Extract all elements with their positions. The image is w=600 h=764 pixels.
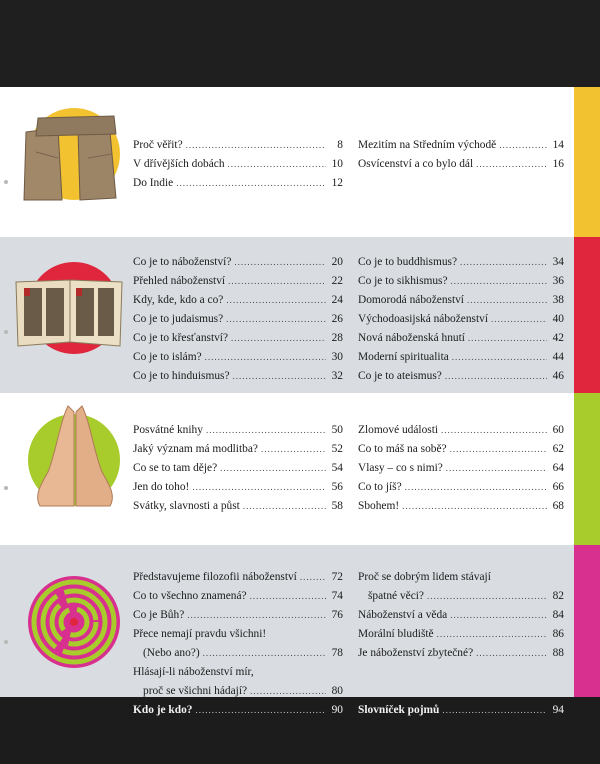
maze-icon	[28, 576, 120, 668]
toc-entry[interactable]	[133, 136, 343, 155]
entry-page: 60	[552, 424, 564, 436]
entry-page: 74	[331, 590, 343, 602]
entry-page: 20	[331, 256, 343, 268]
entry-page: 14	[552, 139, 564, 151]
entry-title: Co je to hinduismus?	[133, 370, 230, 382]
entry-title: Co je to křesťanství?	[133, 332, 229, 344]
top-dark-band	[0, 0, 600, 87]
entry-page: 56	[331, 481, 343, 493]
binder-hole	[4, 330, 8, 334]
toc-entry[interactable]	[133, 348, 343, 367]
entry-title: Představujeme filozofii náboženství	[133, 571, 297, 583]
entry-page: 22	[331, 275, 343, 287]
toc-entry[interactable]	[133, 310, 343, 329]
entry-title: Co to máš na sobě?	[358, 443, 447, 455]
entry-title: V dřívějších dobách	[133, 158, 225, 170]
entry-title: Co je to náboženství?	[133, 256, 232, 268]
toc-entry[interactable]	[358, 478, 564, 497]
toc-entry[interactable]	[358, 348, 564, 367]
entry-page: 52	[331, 443, 343, 455]
section-4-right-column	[358, 568, 564, 663]
entry-page: 76	[331, 609, 343, 621]
entry-page: 84	[552, 609, 564, 621]
section-1-color-tab	[574, 87, 600, 237]
entry-title: Jen do toho!	[133, 481, 190, 493]
toc-entry[interactable]	[133, 625, 343, 644]
entry-title: Co je to judaismus?	[133, 313, 224, 325]
entry-title: Přehled náboženství	[133, 275, 226, 287]
entry-title: Východoasijská náboženství	[358, 313, 489, 325]
section-3-right-column	[358, 421, 564, 516]
entry-page: 26	[331, 313, 343, 325]
footer-entry-glossary[interactable]	[358, 701, 564, 720]
entry-title: Co to všechno znamená?	[133, 590, 247, 602]
entry-title: Svátky, slavnosti a půst	[133, 500, 240, 512]
entry-title: Co je to ateismus?	[358, 370, 442, 382]
entry-page: 46	[552, 370, 564, 382]
toc-entry[interactable]	[133, 329, 343, 348]
entry-title: Co je to islám?	[133, 351, 202, 363]
entry-page: 44	[552, 351, 564, 363]
entry-title: Mezitím na Středním východě	[358, 139, 497, 151]
entry-page: 42	[552, 332, 564, 344]
section-4-color-tab	[574, 545, 600, 697]
entry-page: 72	[331, 571, 343, 583]
toc-entry[interactable]	[358, 421, 564, 440]
toc-entry[interactable]	[133, 272, 343, 291]
entry-page: 38	[552, 294, 564, 306]
entry-title: Posvátné knihy	[133, 424, 203, 436]
entry-title: Osvícenství a co bylo dál	[358, 158, 474, 170]
toc-entry[interactable]	[133, 478, 343, 497]
toc-entry[interactable]	[133, 459, 343, 478]
section-2-left-column	[133, 253, 343, 386]
toc-entry[interactable]	[133, 606, 343, 625]
entry-page: 54	[331, 462, 343, 474]
entry-page: 88	[552, 647, 564, 659]
entry-page: 58	[331, 500, 343, 512]
toc-entry[interactable]	[358, 155, 564, 174]
section-4-left-column	[133, 568, 343, 701]
entry-page: 10	[331, 158, 343, 170]
entry-title: Do Indie	[133, 177, 174, 189]
toc-entry[interactable]	[358, 625, 564, 644]
entry-page: 64	[552, 462, 564, 474]
entry-page: 40	[552, 313, 564, 325]
toc-entry[interactable]	[133, 367, 343, 386]
toc-entry[interactable]	[133, 644, 343, 663]
entry-page: 66	[552, 481, 564, 493]
toc-entry[interactable]	[358, 272, 564, 291]
entry-title: Slovníček pojmů	[358, 704, 440, 716]
entry-page: 78	[331, 647, 343, 659]
toc-entry[interactable]	[133, 253, 343, 272]
entry-title: Kdo je kdo?	[133, 704, 193, 716]
entry-title: Přece nemají pravdu všichni!	[133, 628, 267, 640]
toc-entry[interactable]	[133, 497, 343, 516]
entry-title: Vlasy – co s nimi?	[358, 462, 443, 474]
toc-entry[interactable]	[358, 587, 564, 606]
entry-page: 36	[552, 275, 564, 287]
toc-entry[interactable]	[358, 253, 564, 272]
entry-title: Domorodá náboženství	[358, 294, 464, 306]
entry-page: 80	[331, 685, 343, 697]
section-1-left-column	[133, 136, 343, 193]
toc-entry[interactable]	[133, 663, 343, 682]
entry-page: 68	[552, 500, 564, 512]
entry-title: Proč se dobrým lidem stávají	[358, 571, 491, 583]
entry-title: Co to jíš?	[358, 481, 402, 493]
footer-entry-who-is-who[interactable]	[133, 701, 343, 720]
entry-page: 28	[331, 332, 343, 344]
toc-entry[interactable]	[133, 155, 343, 174]
entry-title: Je náboženství zbytečné?	[358, 647, 474, 659]
binder-hole	[4, 180, 8, 184]
toc-entry[interactable]	[358, 329, 564, 348]
section-2-right-column	[358, 253, 564, 386]
stonehenge-icon	[18, 108, 128, 204]
toc-entry[interactable]	[358, 497, 564, 516]
entry-title: Morální bludiště	[358, 628, 434, 640]
binder-hole	[4, 640, 8, 644]
toc-entry[interactable]	[358, 291, 564, 310]
toc-entry[interactable]	[358, 310, 564, 329]
binder-hole	[4, 486, 8, 490]
toc-entry[interactable]	[133, 587, 343, 606]
toc-entry[interactable]	[133, 174, 343, 193]
entry-page: 8	[337, 139, 343, 151]
section-3-left-column	[133, 421, 343, 516]
section-1-right-column	[358, 136, 564, 174]
toc-entry[interactable]	[358, 568, 564, 587]
entry-page: 82	[552, 590, 564, 602]
toc-entry[interactable]	[133, 291, 343, 310]
entry-page: 34	[552, 256, 564, 268]
old-book-icon	[14, 276, 124, 348]
toc-entry[interactable]	[133, 421, 343, 440]
toc-entry[interactable]	[358, 440, 564, 459]
section-3-color-tab	[574, 393, 600, 545]
entry-title: špatné věci?	[368, 590, 424, 602]
entry-page: 90	[331, 704, 343, 716]
entry-title: Co se to tam děje?	[133, 462, 218, 474]
entry-title: Hlásají-li náboženství mír,	[133, 666, 254, 678]
entry-title: Jaký význam má modlitba?	[133, 443, 258, 455]
entry-page: 50	[331, 424, 343, 436]
toc-entry[interactable]	[358, 136, 564, 155]
entry-title: proč se všichni hádají?	[143, 685, 248, 697]
entry-title: Moderní spiritualita	[358, 351, 449, 363]
toc-entry[interactable]	[358, 367, 564, 386]
entry-page: 32	[331, 370, 343, 382]
entry-title: Co je Bůh?	[133, 609, 185, 621]
entry-title: Co je to sikhismus?	[358, 275, 448, 287]
section-2-color-tab	[574, 237, 600, 393]
entry-title: Proč věřit?	[133, 139, 183, 151]
entry-page: 86	[552, 628, 564, 640]
entry-page: 24	[331, 294, 343, 306]
entry-title: (Nebo ano?)	[143, 647, 200, 659]
toc-entry[interactable]	[358, 459, 564, 478]
entry-title: Nová náboženská hnutí	[358, 332, 465, 344]
entry-page: 62	[552, 443, 564, 455]
entry-page: 16	[552, 158, 564, 170]
toc-entry[interactable]	[133, 568, 343, 587]
entry-title: Sbohem!	[358, 500, 400, 512]
entry-title: Co je to buddhismus?	[358, 256, 458, 268]
entry-title: Kdy, kde, kdo a co?	[133, 294, 224, 306]
entry-page: 12	[331, 177, 343, 189]
toc-entry[interactable]	[358, 606, 564, 625]
entry-title: Náboženství a věda	[358, 609, 448, 621]
footer-band	[0, 697, 600, 764]
toc-entry[interactable]	[358, 644, 564, 663]
entry-page: 30	[331, 351, 343, 363]
entry-title: Zlomové události	[358, 424, 439, 436]
praying-hands-icon	[30, 402, 120, 510]
entry-page: 94	[552, 704, 564, 716]
toc-entry[interactable]	[133, 440, 343, 459]
